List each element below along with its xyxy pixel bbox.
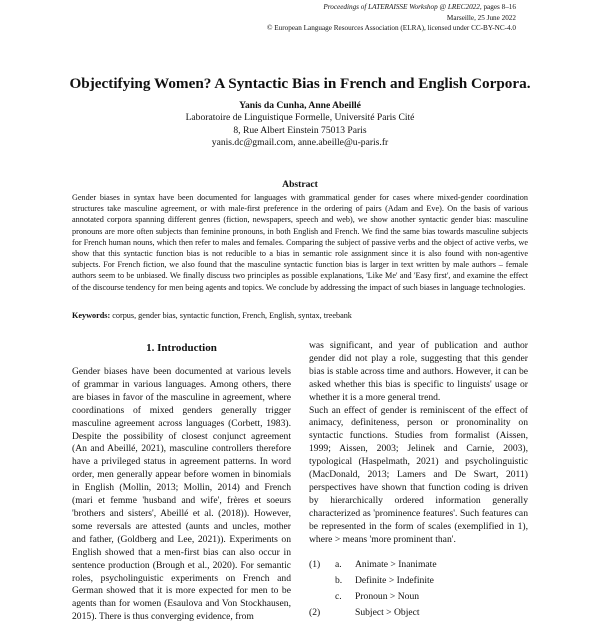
paper-title: Objectifying Women? A Syntactic Bias in French and English Corpora. <box>69 75 531 92</box>
location-date: Marseille, 25 June 2022 <box>446 13 516 22</box>
example-list <box>309 557 528 621</box>
example-letter: b. <box>335 574 343 586</box>
proceedings-line <box>267 2 516 13</box>
abstract-heading: Abstract <box>282 179 318 190</box>
author-names: Yanis da Cunha, Anne Abeillé <box>239 100 361 111</box>
page-header <box>267 2 516 34</box>
abstract-text: Gender biases in syntax have been documented for languages with grammatical gender for cases where mixed-gender coordination structures take masculine agreement, or with male-first preference in the ordering of pairs (Adam and Eve). On the basis of various annotated corpora spanning different genres (fiction, newspapers, speech and web), we show another syntactic gender bias: masculine pronouns are more often subjects than feminine pronouns, in both English and French. We find the same bias towards masculine subjects for French human nouns, which then refer to males and females. Comparing the subject of passive verbs and the object of active verbs, we show that this syntactic function bias is not reducible to a bias in semantic role assignment since it is also found with non-agentive subjects. For French fiction, we also found that the masculine syntactic function bias is larger in text written by male authors – female authors seem to be unbiased. We finally discuss two principles as possible explanations, 'Like Me' and 'Easy first', and examine the effect of the discourse tendency for men being agents and topics. We conclude by addressing the impact of such biases in language technologies. <box>72 193 528 292</box>
example-letter: a. <box>335 558 342 570</box>
example-item <box>309 573 528 589</box>
section-heading: 1. Introduction <box>146 342 217 354</box>
keywords-text: corpus, gender bias, syntactic function, French, English, syntax, treebank <box>112 311 352 320</box>
keywords-label: Keywords: <box>72 311 111 320</box>
example-item <box>309 589 528 605</box>
example-text: Subject > Object <box>355 606 420 618</box>
example-letter: c. <box>335 590 342 602</box>
example-number: (2) <box>309 606 321 618</box>
copyright-line: © European Language Resources Association (ELRA), licensed under CC-BY-NC-4.0 <box>267 24 516 32</box>
example-number: (1) <box>309 558 321 570</box>
affiliation: Laboratoire de Linguistique Formelle, Université Paris Cité <box>185 112 415 124</box>
example-text: Animate > Inanimate <box>355 558 437 570</box>
paragraph: was significant, and year of publication and author gender did not play a role, suggesting that this gender bias is stable across time and authors. However, it can be asked whether this bias is specific to linguists' usage or whether it is a more general trend. <box>309 340 528 403</box>
example-item <box>309 605 528 621</box>
example-text: Pronoun > Noun <box>355 590 420 602</box>
author-block <box>0 100 600 149</box>
right-column <box>309 340 528 621</box>
left-column <box>72 340 291 624</box>
paragraph: Such an effect of gender is reminiscent of the effect of animacy, definiteness, person or pronominality on syntactic functions. Studies from formalist (Aissen, 1999; Aissen, 2003; Jelinek and Carnie, 2003), typological (Haspelmath, 2021) and psycholinguistic (MacDonald, 2013; Lamers and De Swart, 2011) perspectives have shown that function coding is driven by hierarchically ordered information generally characterized as 'prominence features'. Such features can be represented in the form of scales (exemplified in 1), where > means 'more prominent than'. <box>309 404 528 545</box>
pages-range: , pages 8–16 <box>479 3 516 11</box>
example-text: Definite > Indefinite <box>355 574 434 586</box>
paragraph: Gender biases have been documented at various levels of grammar in various languages. Among others, there are biases in favor of the masculine in agreement, where coordinations of mixed genders generally trigger masculine agreement across languages (Corbett, 1983). Despite the possibility of closest conjunct agreement (An and Abeillé, 2021), masculine controllers therefore have a privileged status in agreement patterns. In word order, men generally appear before women in binomials in English (Mollin, 2013; Mollin, 2014) and French (mari et femme 'husband and wife', frères et soeurs 'brothers and sisters', Abeillé et al. (2018)). However, some reversals are attested (aunts and uncles, mother and father, (Goldberg and Lee, 2021)). Experiments on English showed that a men-first bias can also occur in sentence production (Brough et al., 2020). For semantic roles, psycholinguistic experiments on French and German showed that it is more expected for men to be agents than for women (Esaulova and Von Stockhausen, 2015). There is thus converging evidence, from <box>72 366 291 623</box>
example-item <box>309 557 528 573</box>
address: 8, Rue Albert Einstein 75013 Paris <box>233 124 367 136</box>
proceedings-name: Proceedings of LATERAISSE Workshop @ LREC2022 <box>323 3 480 11</box>
keywords <box>72 311 528 320</box>
emails: yanis.dc@gmail.com, anne.abeille@u-paris.fr <box>211 136 389 148</box>
